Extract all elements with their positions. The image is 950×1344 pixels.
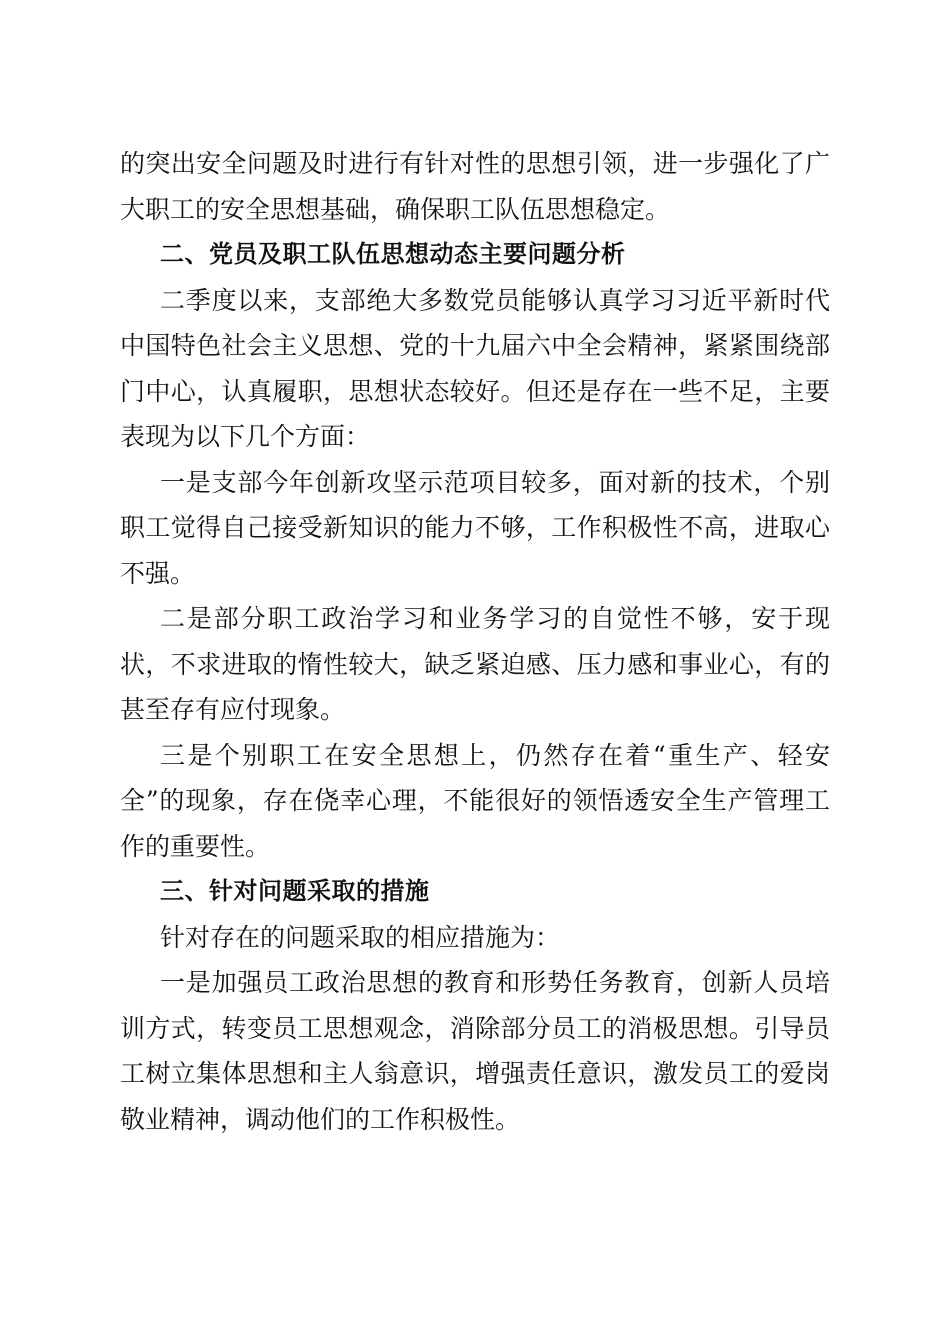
- paragraph-measure-1: 一是加强员工政治思想的教育和形势任务教育，创新人员培训方式，转变员工思想观念，消除部分员工的消极思想。引导员工树立集体思想和主人翁意识，增强责任意识，激发员工的爱岗敬业精神，调动他们的工作积极性。: [120, 968, 830, 1134]
- paragraph-overview: 二季度以来，支部绝大多数党员能够认真学习习近平新时代中国特色社会主义思想、党的十九届六中全会精神，紧紧围绕部门中心，认真履职，思想状态较好。但还是存在一些不足，主要表现为以下几个方面：: [120, 285, 830, 451]
- paragraph-issue-3: 三是个别职工在安全思想上，仍然存在着“重生产、轻安全”的现象，存在侥幸心理，不能很好的领悟透安全生产管理工作的重要性。: [120, 740, 830, 861]
- document-body: [120, 141, 830, 1142]
- paragraph-measures-intro: 针对存在的问题采取的相应措施为：: [160, 922, 561, 952]
- paragraph-continuation: 的突出安全问题及时进行有针对性的思想引领，进一步强化了广大职工的安全思想基础，确保职工队伍思想稳定。: [120, 149, 830, 224]
- section-heading-2: 二、党员及职工队伍思想动态主要问题分析: [160, 240, 626, 268]
- paragraph-issue-1: 一是支部今年创新攻坚示范项目较多，面对新的技术，个别职工觉得自己接受新知识的能力不够，工作积极性不高，进取心不强。: [120, 467, 830, 588]
- paragraph-issue-2: 二是部分职工政治学习和业务学习的自觉性不够，安于现状，不求进取的惰性较大，缺乏紧迫感、压力感和事业心，有的甚至存有应付现象。: [120, 604, 830, 724]
- section-heading-3: 三、针对问题采取的措施: [160, 877, 430, 905]
